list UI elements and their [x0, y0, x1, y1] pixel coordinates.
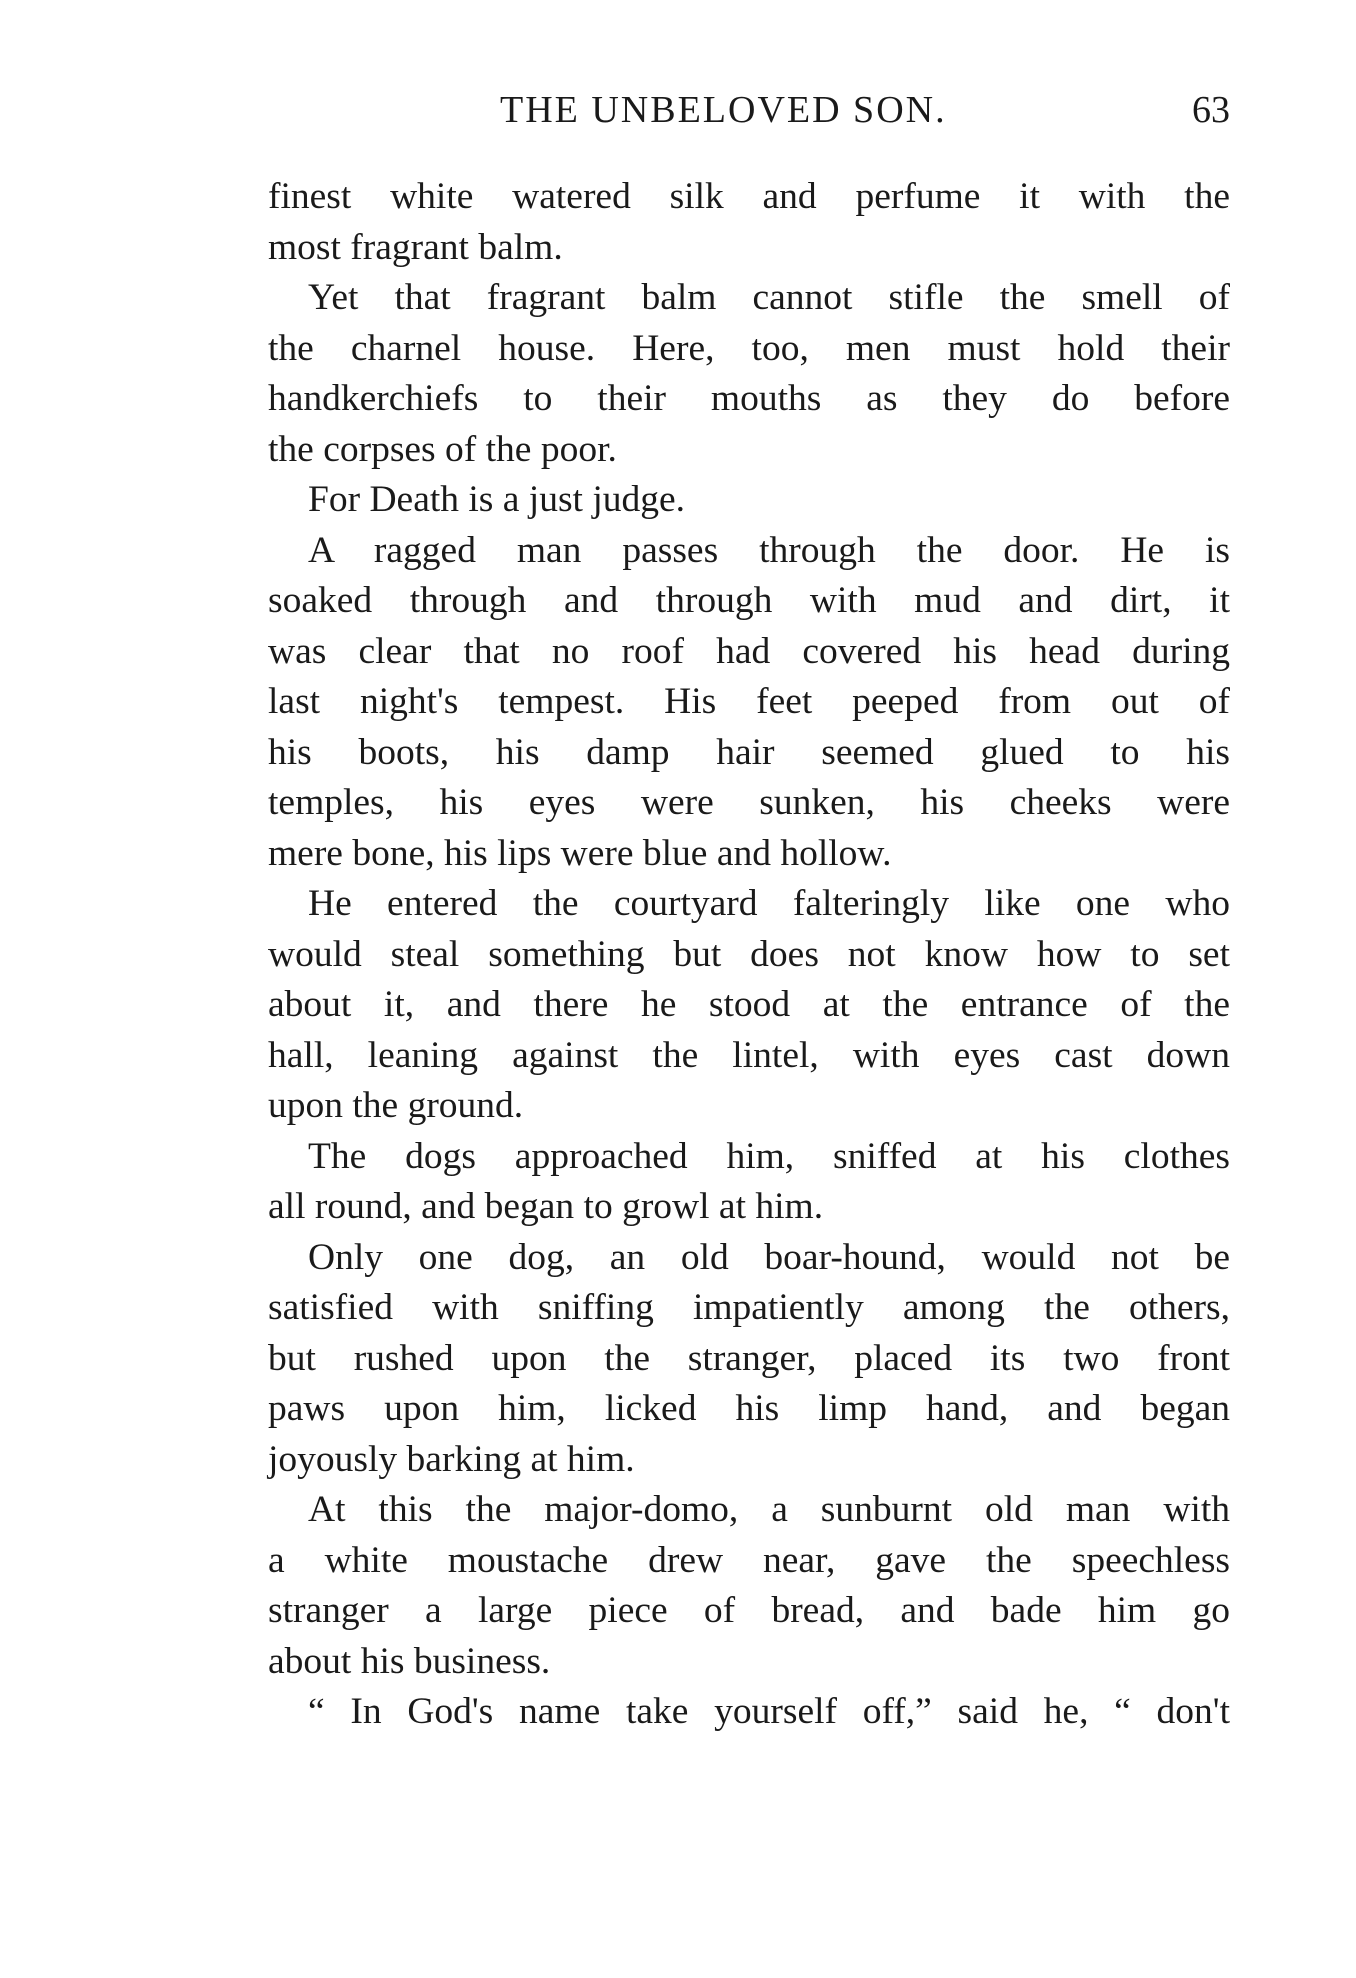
- text-line: the corpses of the poor.: [268, 428, 617, 470]
- text-line: mere bone, his lips were blue and hollow.: [268, 832, 892, 874]
- text-line: hall, leaning against the lintel, with eyes cast down: [268, 1034, 1230, 1076]
- text-line: was clear that no roof had covered his head during: [268, 630, 1230, 672]
- text-line: all round, and began to growl at him.: [268, 1186, 824, 1227]
- text-line: For Death is a just judge.: [308, 479, 686, 520]
- text-line: soaked through and through with mud and dirt, it: [268, 580, 1230, 621]
- text-line: the charnel house. Here, too, men must hold their: [268, 327, 1230, 369]
- text-line: last night's tempest. His feet peeped from out of: [268, 681, 1230, 722]
- text-line: about his business.: [268, 1640, 551, 1682]
- text-line: most fragrant balm.: [268, 226, 563, 268]
- text-line: A ragged man passes through the door. He is: [308, 529, 1230, 571]
- text-line: satisfied with sniffing impatiently among the others,: [268, 1287, 1230, 1328]
- text-line: joyously barking at him.: [268, 1438, 635, 1480]
- text-line: upon the ground.: [268, 1085, 524, 1126]
- text-line: The dogs approached him, sniffed at his clothes: [308, 1135, 1230, 1177]
- text-line: temples, his eyes were sunken, his cheeks were: [268, 782, 1230, 823]
- page-number: 63: [1192, 89, 1230, 131]
- text-line: would steal something but does not know how to set: [268, 933, 1230, 975]
- text-line: He entered the courtyard falteringly like one who: [308, 883, 1230, 924]
- text-line: At this the major-domo, a sunburnt old man with: [308, 1489, 1230, 1530]
- text-line: Only one dog, an old boar-hound, would not be: [308, 1236, 1230, 1278]
- text-line: about it, and there he stood at the entrance of the: [268, 984, 1230, 1025]
- text-line: stranger a large piece of bread, and bade him go: [268, 1590, 1230, 1631]
- text-line: Yet that fragrant balm cannot stifle the smell of: [308, 277, 1230, 318]
- body-text: [268, 172, 1230, 1738]
- text-line: handkerchiefs to their mouths as they do before: [268, 378, 1230, 419]
- text-line: paws upon him, licked his limp hand, and began: [268, 1388, 1230, 1429]
- text-line: finest white watered silk and perfume it with the: [268, 176, 1230, 217]
- running-title: THE UNBELOVED SON.: [500, 89, 947, 131]
- page-header: [270, 88, 1230, 138]
- text-line: but rushed upon the stranger, placed its two front: [268, 1337, 1230, 1379]
- text-line: “ In God's name take yourself off,” said he, “ don't: [308, 1691, 1230, 1732]
- text-line: his boots, his damp hair seemed glued to his: [268, 731, 1230, 773]
- text-line: a white moustache drew near, gave the speechless: [268, 1539, 1230, 1581]
